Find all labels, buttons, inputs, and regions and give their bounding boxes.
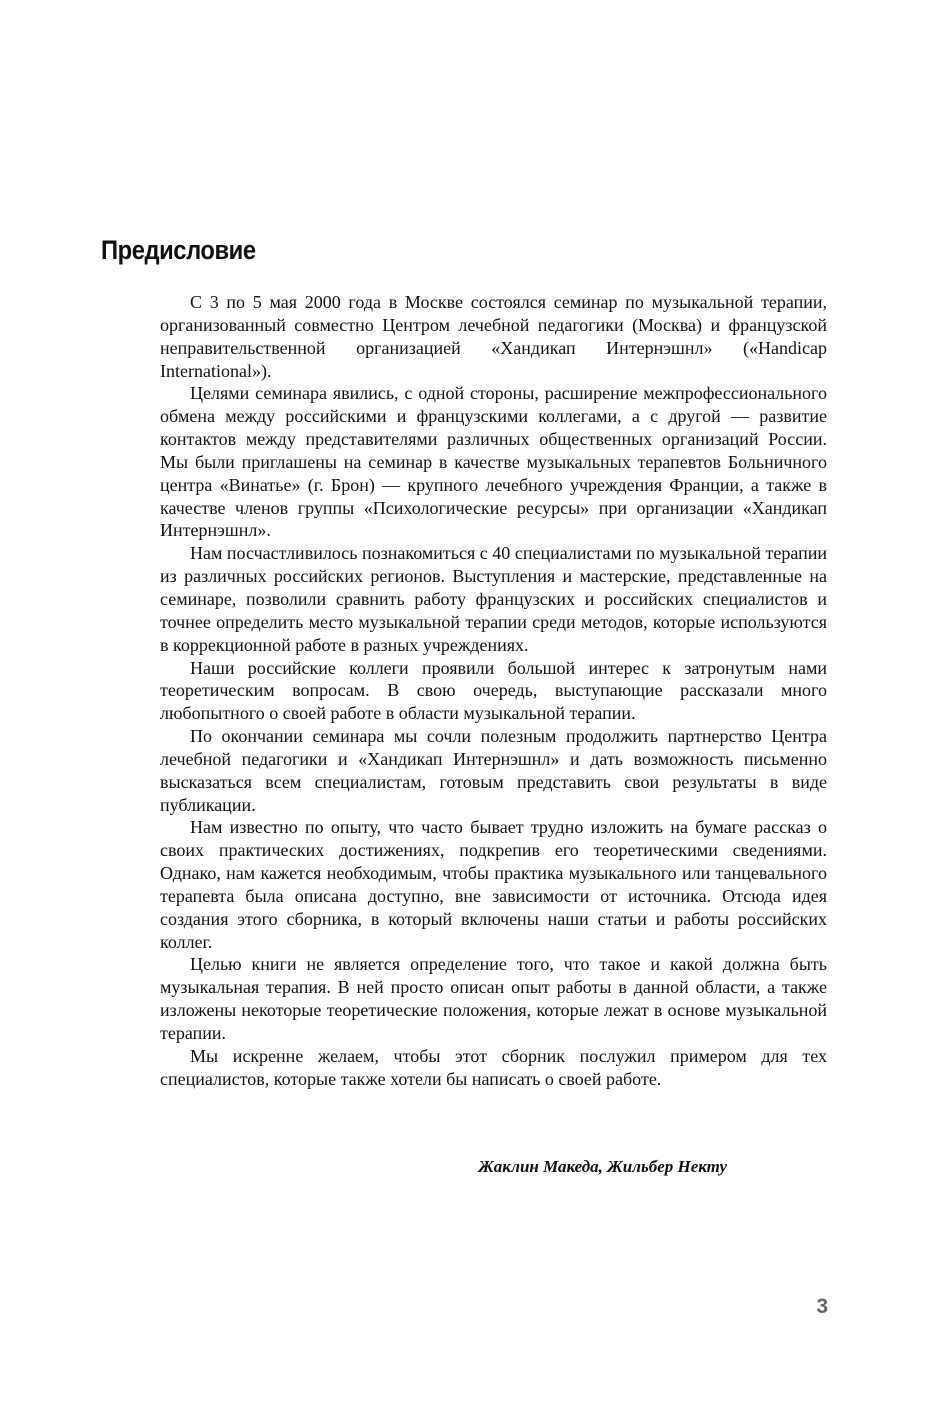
page-title: Предисловие	[101, 235, 256, 265]
paragraph: По окончании семинара мы сочли полезным продолжить партнерство Центра лечебной педагогики и «Хандикап Интернэшнл» и дать возможность письменно высказаться всем специалистам, готовым представить свои результаты в виде публикации.	[160, 726, 827, 815]
preface-body	[160, 291, 827, 1091]
page-number: 3	[816, 1295, 828, 1318]
paragraph: Нам посчастливилось познакомиться с 40 специалистами по музыкальной терапии из различных российских регионов. Выступления и мастерские, представленные на семинаре, позволили сравнить работу французских и российских специалистов и точнее определить место музыкальной терапии среди методов, которые используются в коррекционной работе в разных учреждениях.	[160, 543, 827, 655]
paragraph: Мы искренне желаем, чтобы этот сборник послужил примером для тех специалистов, которые также хотели бы написать о своей работе.	[160, 1045, 827, 1089]
paragraph: Целями семинара явились, с одной стороны, расширение межпрофессионального обмена между российскими и французскими коллегами, а с другой — развитие контактов между представителями различных общественных организаций России. Мы были приглашены на семинар в качестве музыкальных терапевтов Больничного центра «Винатье» (г. Брон) — крупного лечебного учреждения Франции, а также в качестве членов группы «Психологические ресурсы» при организации «Хандикап Интернэшнл».	[160, 383, 827, 541]
paragraph: С 3 по 5 мая 2000 года в Москве состоялся семинар по музыкальной терапии, организованный совместно Центром лечебной педагогики (Москва) и французской неправительственной организацией «Хандикап Интернэшнл» («Handicap International»).	[160, 292, 827, 381]
author-signature: Жаклин Македа, Жильбер Некту	[478, 1157, 727, 1176]
paragraph: Целью книги не является определение того, что такое и какой должна быть музыкальная терапия. В ней просто описан опыт работы в данной области, а также изложены некоторые теоретические положения, которые лежат в основе музыкальной терапии.	[160, 954, 827, 1043]
paragraph: Наши российские коллеги проявили большой интерес к затронутым нами теоретическим вопросам. В свою очередь, выступающие рассказали много любопытного о своей работе в области музыкальной терапии.	[160, 657, 827, 724]
paragraph: Нам известно по опыту, что часто бывает трудно изложить на бумаге рассказ о своих практических достижениях, подкрепив его теоретическими сведениями. Однако, нам кажется необходимым, чтобы практика музыкального или танцевального терапевта была описана доступно, вне зависимости от источника. Отсюда идея создания этого сборника, в который включены наши статьи и работы российских коллег.	[160, 817, 827, 952]
